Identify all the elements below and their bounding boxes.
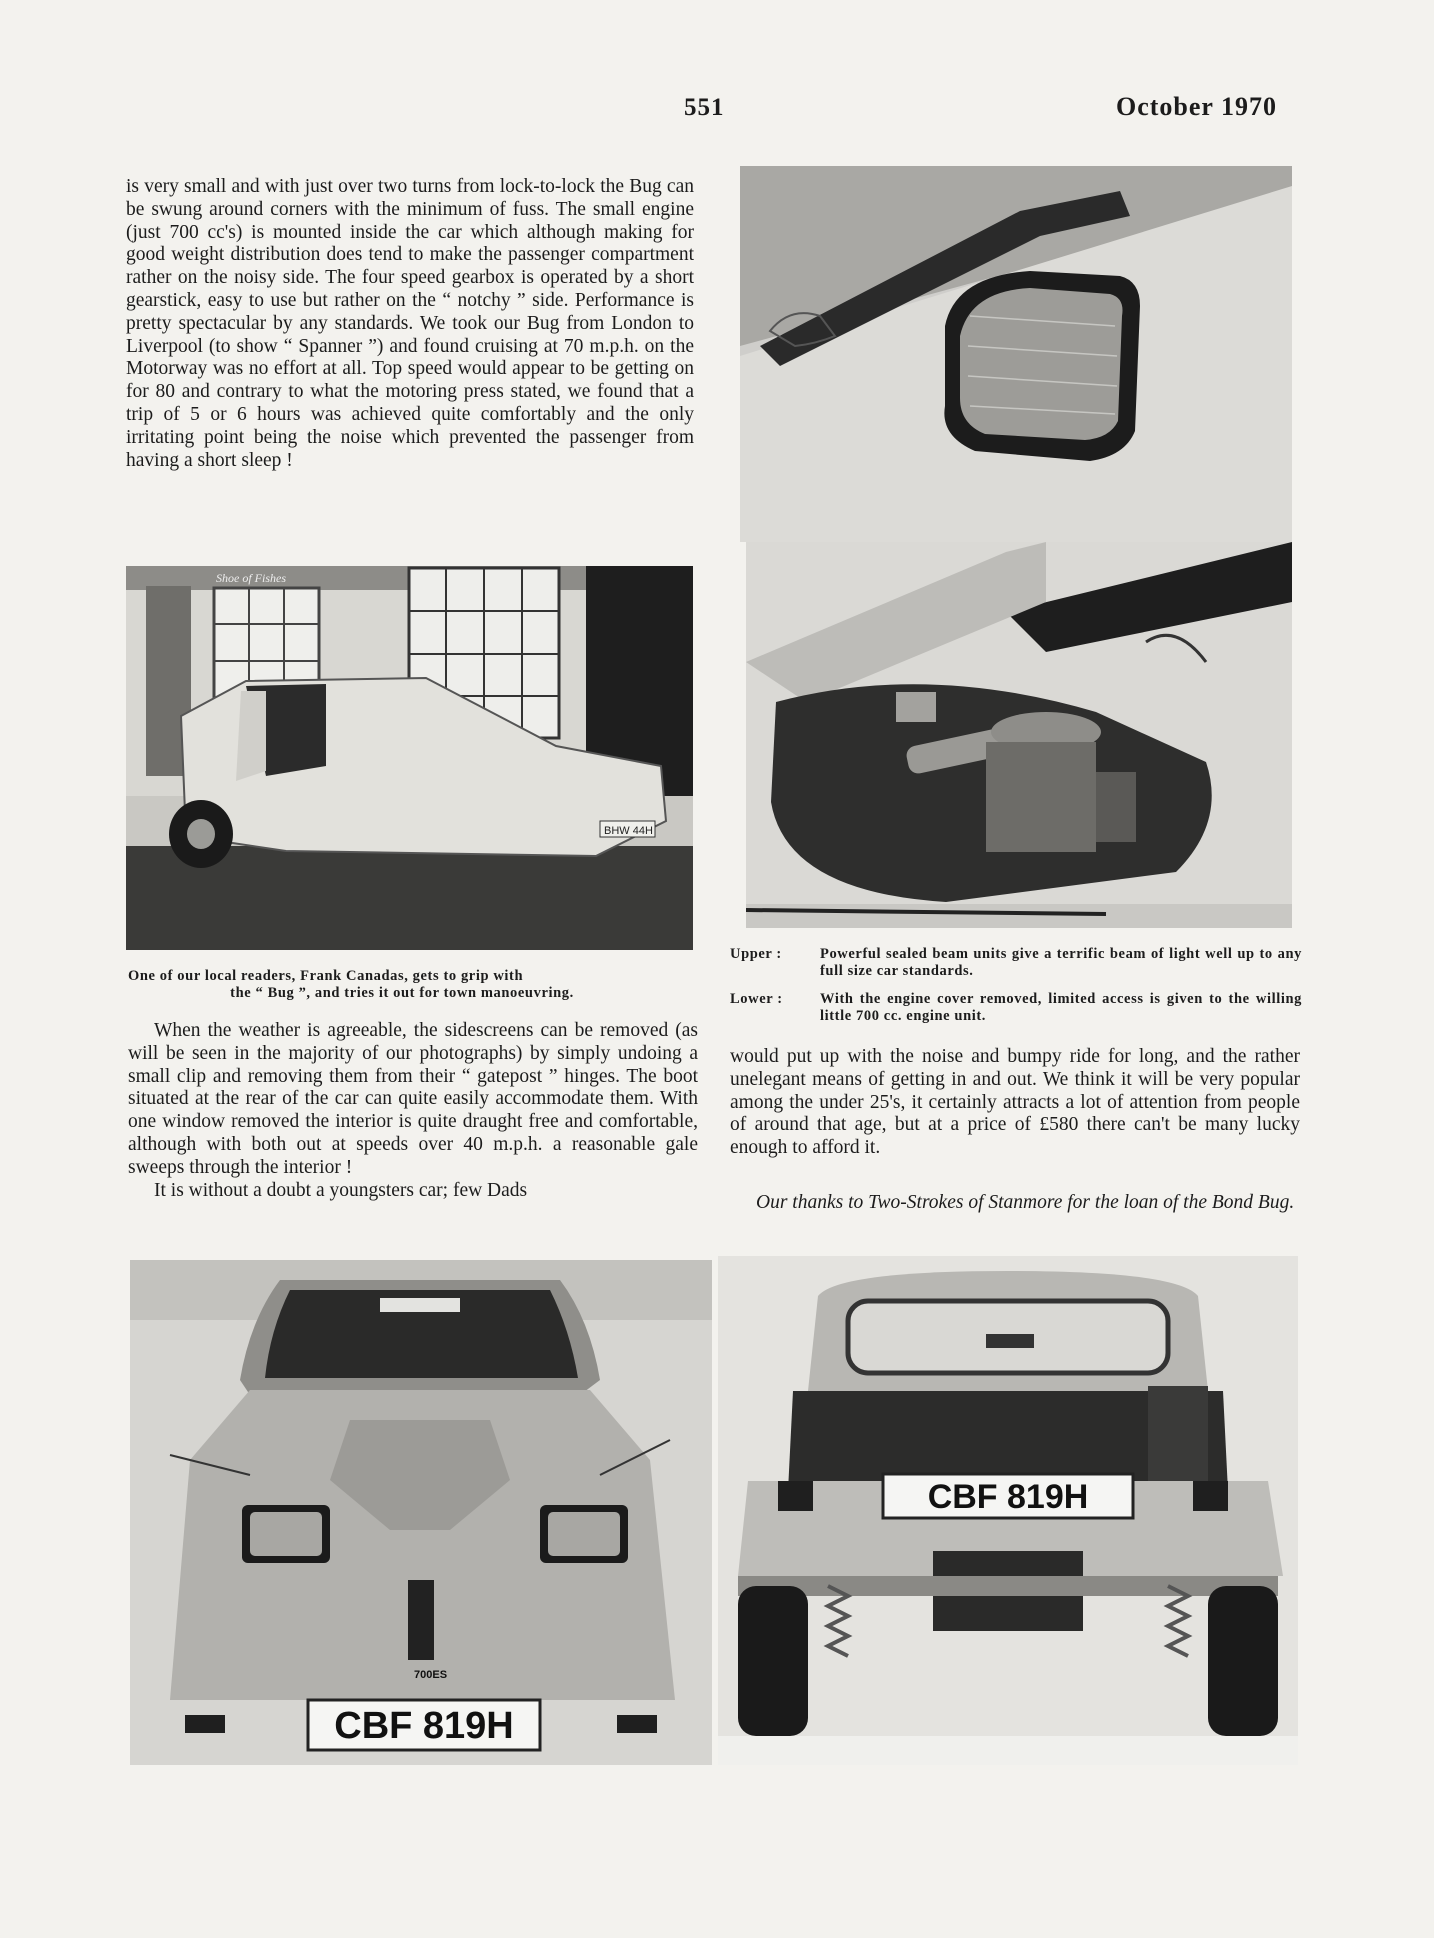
shop-sign-text: Shoe of Fishes [216, 571, 286, 585]
article-text-column-2 [730, 1046, 1300, 1160]
page-number: 551 [684, 94, 725, 121]
caption-upper-label: Upper : [730, 946, 782, 962]
article-text-column-1-bottom [128, 1020, 698, 1202]
article-thanks [730, 1192, 1300, 1215]
rear-number-plate-text: CBF 819H [927, 1478, 1089, 1516]
article-text-column-1-top [126, 176, 694, 472]
caption-upper-text: Powerful sealed beam units give a terrific beam of light well up to any full size car standards. [820, 946, 1302, 979]
caption-lower-label: Lower : [730, 991, 783, 1007]
front-number-plate-text: CBF 819H [334, 1705, 514, 1747]
caption-lower-text: With the engine cover removed, limited access is given to the willing little 700 cc. engine unit. [820, 991, 1302, 1024]
side-number-plate-text: BHW 44H [604, 825, 653, 837]
article-paragraph: is very small and with just over two turns from lock-to-lock the Bug can be swung around corners with the minimum of fuss. The small engine (just 700 cc's) is mounted inside the car which although making for good weight distribution does tend to make the passenger compartment rather on the noisy side. The four speed gearbox is operated by a short gearstick, easy to use but rather on the “ notchy ” side. Performance is pretty spectacular by any standards. We took our Bug from London to Liverpool (to show “ Spanner ”) and found cruising at 70 m.p.h. on the Motorway was no effort at all. Top speed would appear to be getting on for 80 and contrary to what the motoring press stated, we found that a trip of 5 or 6 hours was achieved quite comfortably and the only irritating point being the noise which prevented the passenger from having a short sleep ! [126, 176, 694, 471]
caption-upper [730, 946, 1302, 980]
front-badge-text: 700ES [414, 1669, 448, 1681]
issue-date: October 1970 [1116, 92, 1277, 121]
photo-bug-rear-view [718, 1256, 1298, 1765]
article-paragraph: When the weather is agreeable, the sidescreens can be removed (as will be seen in the majority of our photographs) by simply undoing a small clip and removing them from their “ gatepost ” hinges. The boot situated at the rear of the car can quite easily accommodate them. With one window removed the interior is quite draught free and comfortable, although with both out at speeds over 40 m.p.h. a reasonable gale sweeps through the interior ! [128, 1020, 698, 1178]
article-paragraph: It is without a doubt a youngsters car; few Dads [154, 1179, 528, 1201]
caption-line-2: the “ Bug ”, and tries it out for town manoeuvring. [230, 985, 574, 1001]
thanks-paragraph: Our thanks to Two-Strokes of Stanmore for the loan of the Bond Bug. [756, 1192, 1295, 1213]
article-paragraph: would put up with the noise and bumpy ride for long, and the rather unelegant means of getting in and out. We think it will be very popular among the under 25's, it certainly attracts a lot of attention from people of around that age, but at a price of £580 there can't be many lucky enough to afford it. [730, 1046, 1300, 1159]
caption-street-photo [128, 968, 696, 1002]
photo-engine-bay [746, 542, 1292, 928]
photo-bug-front-view [130, 1260, 712, 1765]
photo-headlamp [740, 166, 1292, 542]
photo-bug-street-driver [126, 566, 693, 950]
caption-line-1: One of our local readers, Frank Canadas, gets to grip with [128, 968, 524, 984]
caption-lower [730, 991, 1302, 1025]
